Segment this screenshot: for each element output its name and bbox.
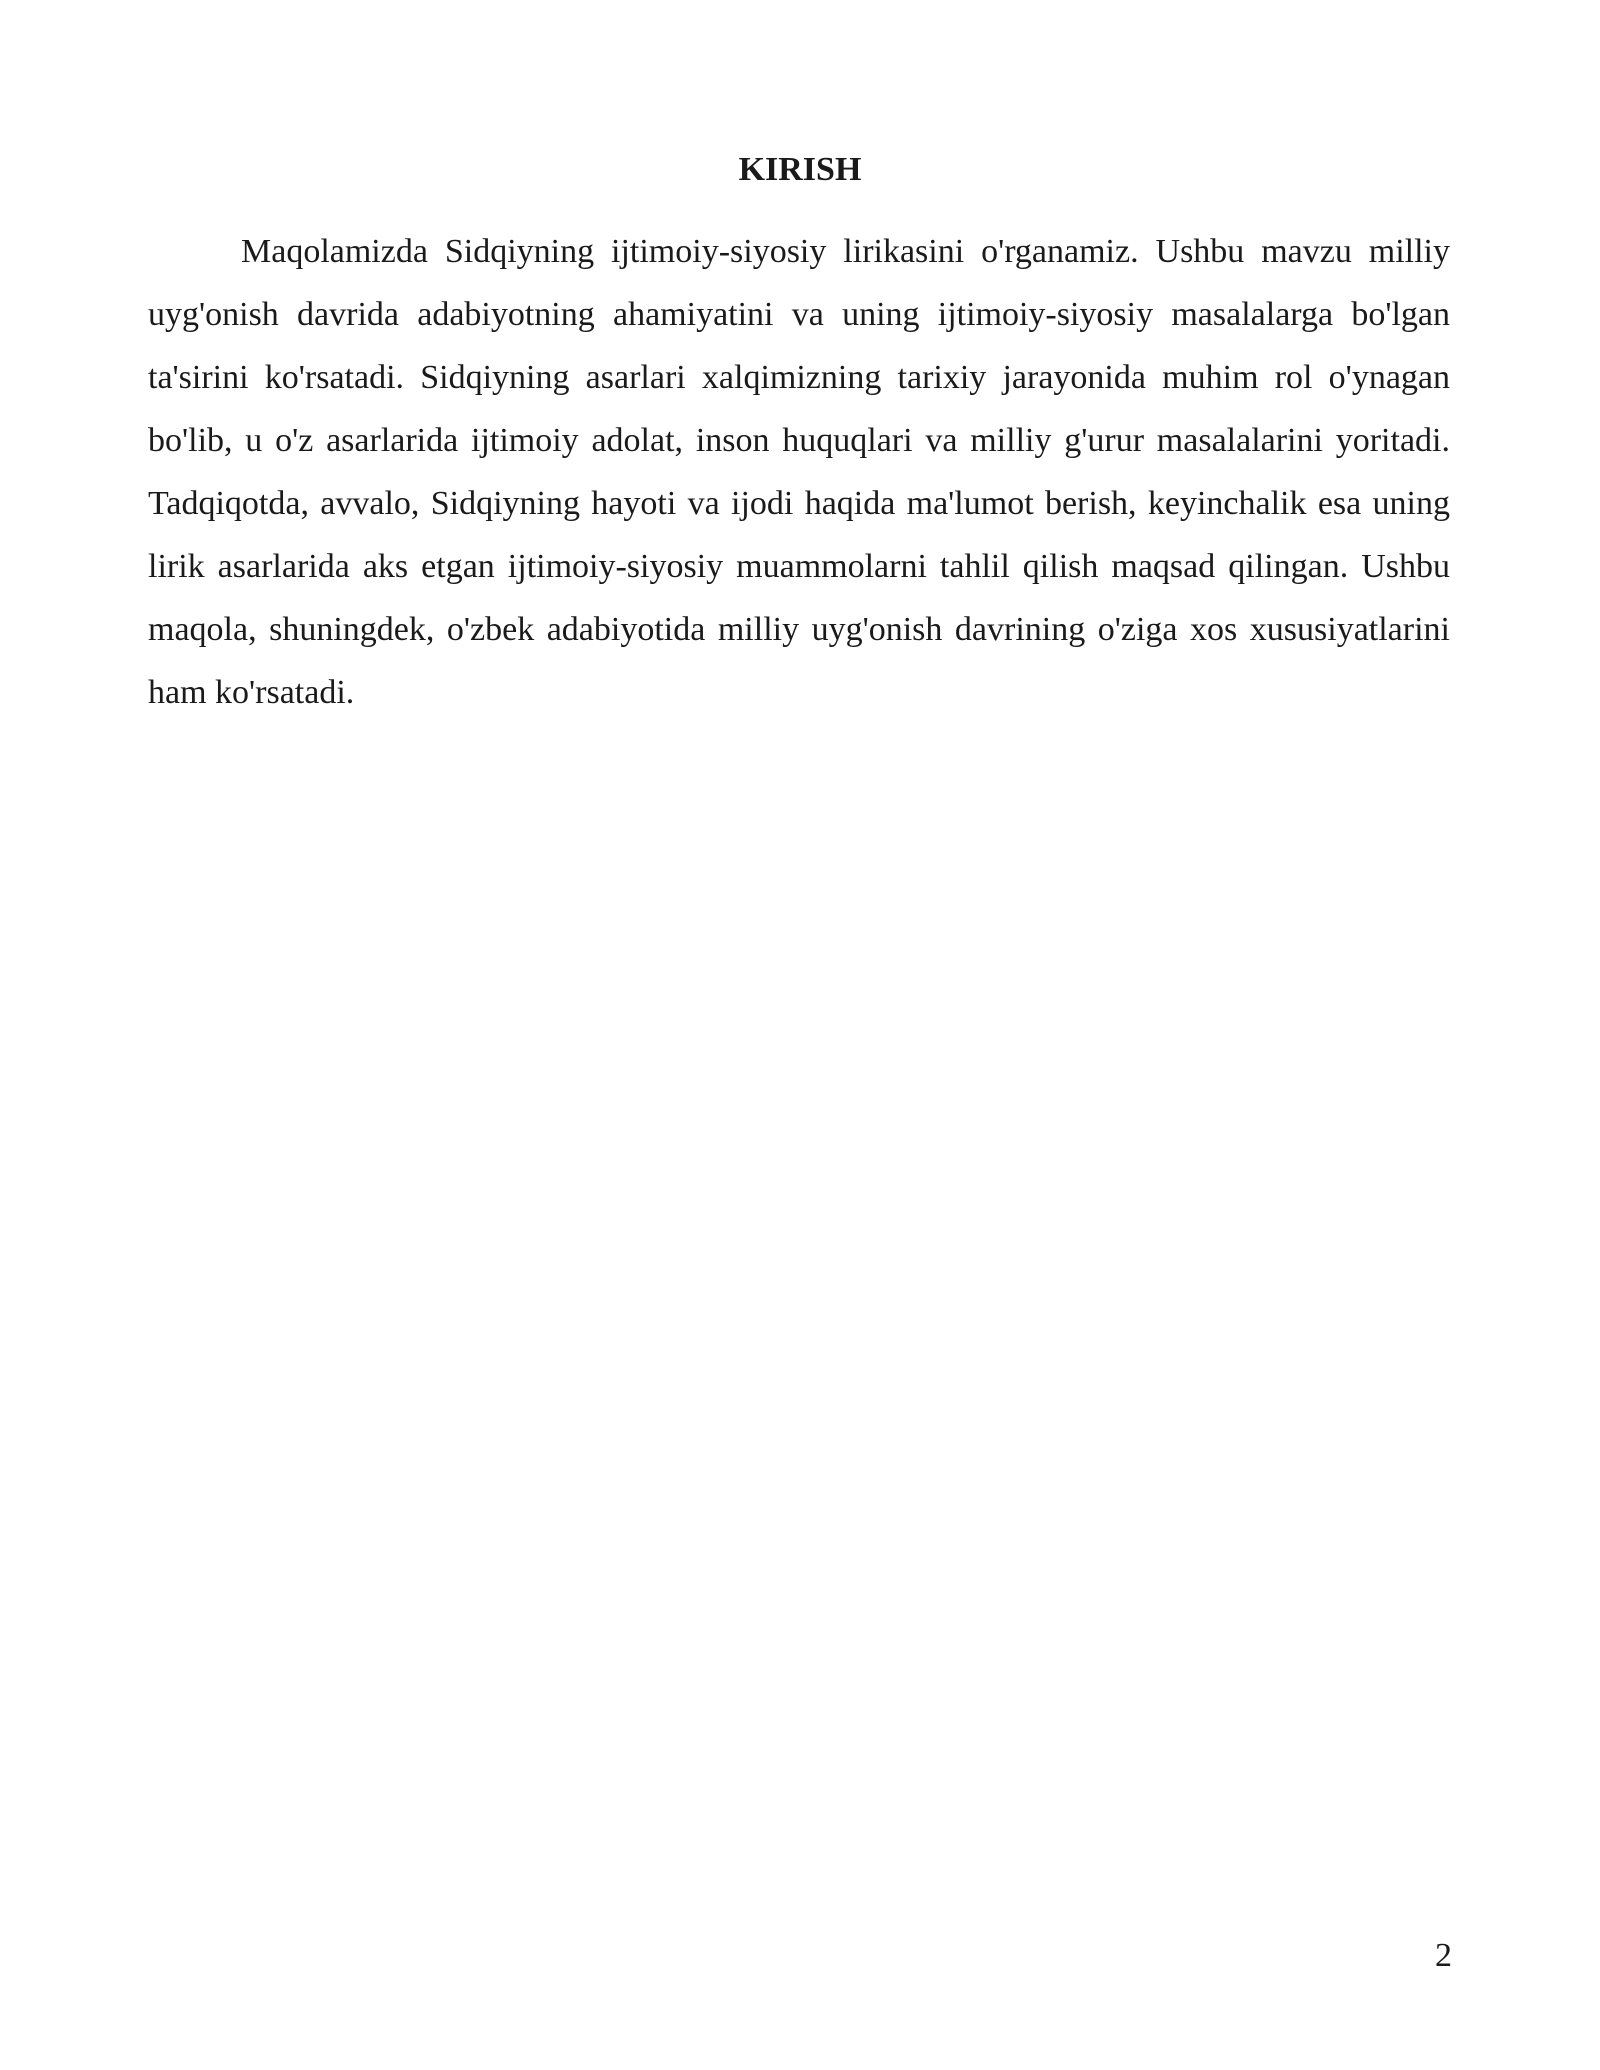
section-heading: KIRISH [738,151,862,188]
body-paragraph: Maqolamizda Sidqiyning ijtimoiy-siyosiy lirikasini o'rganamiz. Ushbu mavzu milliy uyg'onish davrida adabiyotning ahamiyatini va uning ijtimoiy-siyosiy masalalarga bo'lgan ta'sirini ko'rsatadi. Sidqiyning asarlari xalqimizning tarixiy jarayonida muhim rol o'ynagan bo'lib, u o'z asarlarida ijtimoiy adolat, inson huquqlari va milliy g'urur masalalarini yoritadi. Tadqiqotda, avvalo, Sidqiyning hayoti va ijodi haqida ma'lumot berish, keyinchalik esa uning lirik asarlarida aks etgan ijtimoiy-siyosiy muammolarni tahlil qilish maqsad qilingan. Ushbu maqola, shuningdek, o'zbek adabiyotida milliy uyg'onish davrining o'ziga xos xususiyatlarini ham ko'rsatadi. [148,233,1450,711]
page-number: 2 [1435,1937,1452,1974]
